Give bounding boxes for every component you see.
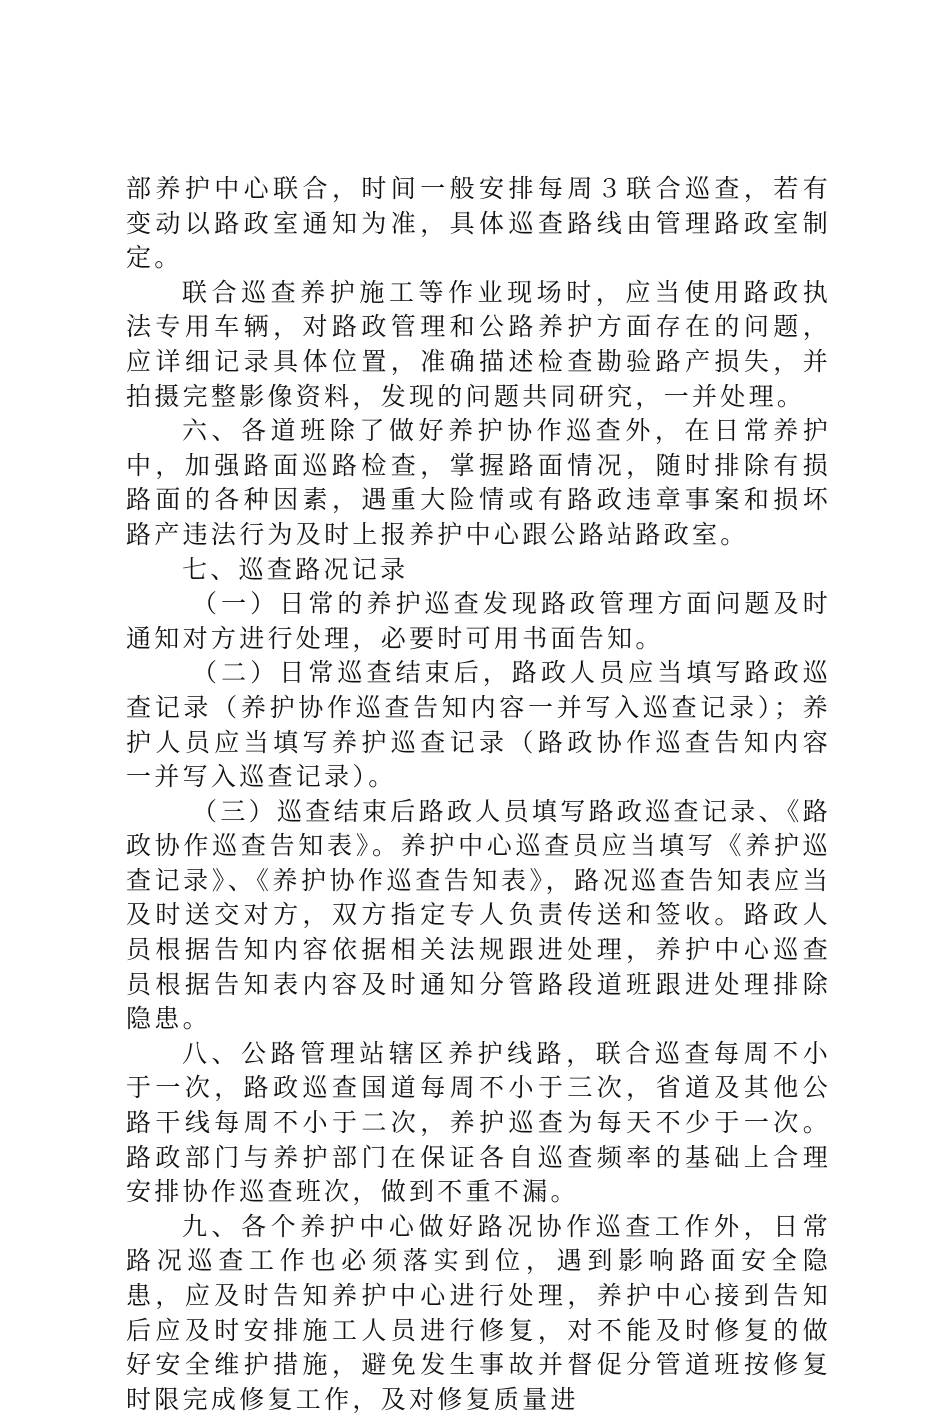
heading-section-seven: 七、巡查路况记录 bbox=[182, 554, 409, 584]
paragraph-item-two: （二）日常巡查结束后，路政人员应当填写路政巡查记录（养护协作巡查告知内容一并写入巡查记录）；养护人员应当填写养护巡查记录（路政协作巡查告知内容一并写入巡查记录）。 bbox=[126, 658, 831, 792]
document-body bbox=[126, 172, 831, 1417]
paragraph-continuation: 部养护中心联合，时间一般安排每周３联合巡查，若有变动以路政室通知为准，具体巡查路线由管理路政室制定。 bbox=[126, 174, 831, 273]
paragraph-section-nine: 九、各个养护中心做好路况协作巡查工作外，日常路况巡查工作也必须落实到位，遇到影响路面安全隐患，应及时告知养护中心进行处理，养护中心接到告知后应及时安排施工人员进行修复，对不能及时修复的做好安全维护措施，避免发生事故并督促分管道班按修复时限完成修复工作，及对修复质量进 bbox=[126, 1211, 831, 1414]
paragraph-section-eight: 八、公路管理站辖区养护线路，联合巡查每周不小于一次，路政巡查国道每周不小于三次，省道及其他公路干线每周不小于二次，养护巡查为每天不少于一次。路政部门与养护部门在保证各自巡查频率的基础上合理安排协作巡查班次，做到不重不漏。 bbox=[126, 1038, 831, 1207]
paragraph-joint-inspection: 联合巡查养护施工等作业现场时，应当使用路政执法专用车辆，对路政管理和公路养护方面存在的问题，应详细记录具体位置，准确描述检查勘验路产损失，并拍摄完整影像资料，发现的问题共同研究，一并处理。 bbox=[126, 277, 831, 411]
paragraph-item-three: （三）巡查结束后路政人员填写路政巡查记录、《路政协作巡查告知表》。养护中心巡查员应当填写《养护巡查记录》、《养护协作巡查告知表》，路况巡查告知表应当及时送交对方，双方指定专人负责传送和签收。路政人员根据告知内容依据相关法规跟进处理，养护中心巡查员根据告知表内容及时通知分管路段道班跟进处理排除隐患。 bbox=[126, 796, 831, 1034]
paragraph-item-one: （一）日常的养护巡查发现路政管理方面问题及时通知对方进行处理，必要时可用书面告知。 bbox=[126, 589, 831, 653]
paragraph-section-six: 六、各道班除了做好养护协作巡查外，在日常养护中，加强路面巡路检查，掌握路面情况，随时排除有损路面的各种因素，遇重大险情或有路政违章事案和损坏路产违法行为及时上报养护中心跟公路站路政室。 bbox=[126, 416, 831, 549]
